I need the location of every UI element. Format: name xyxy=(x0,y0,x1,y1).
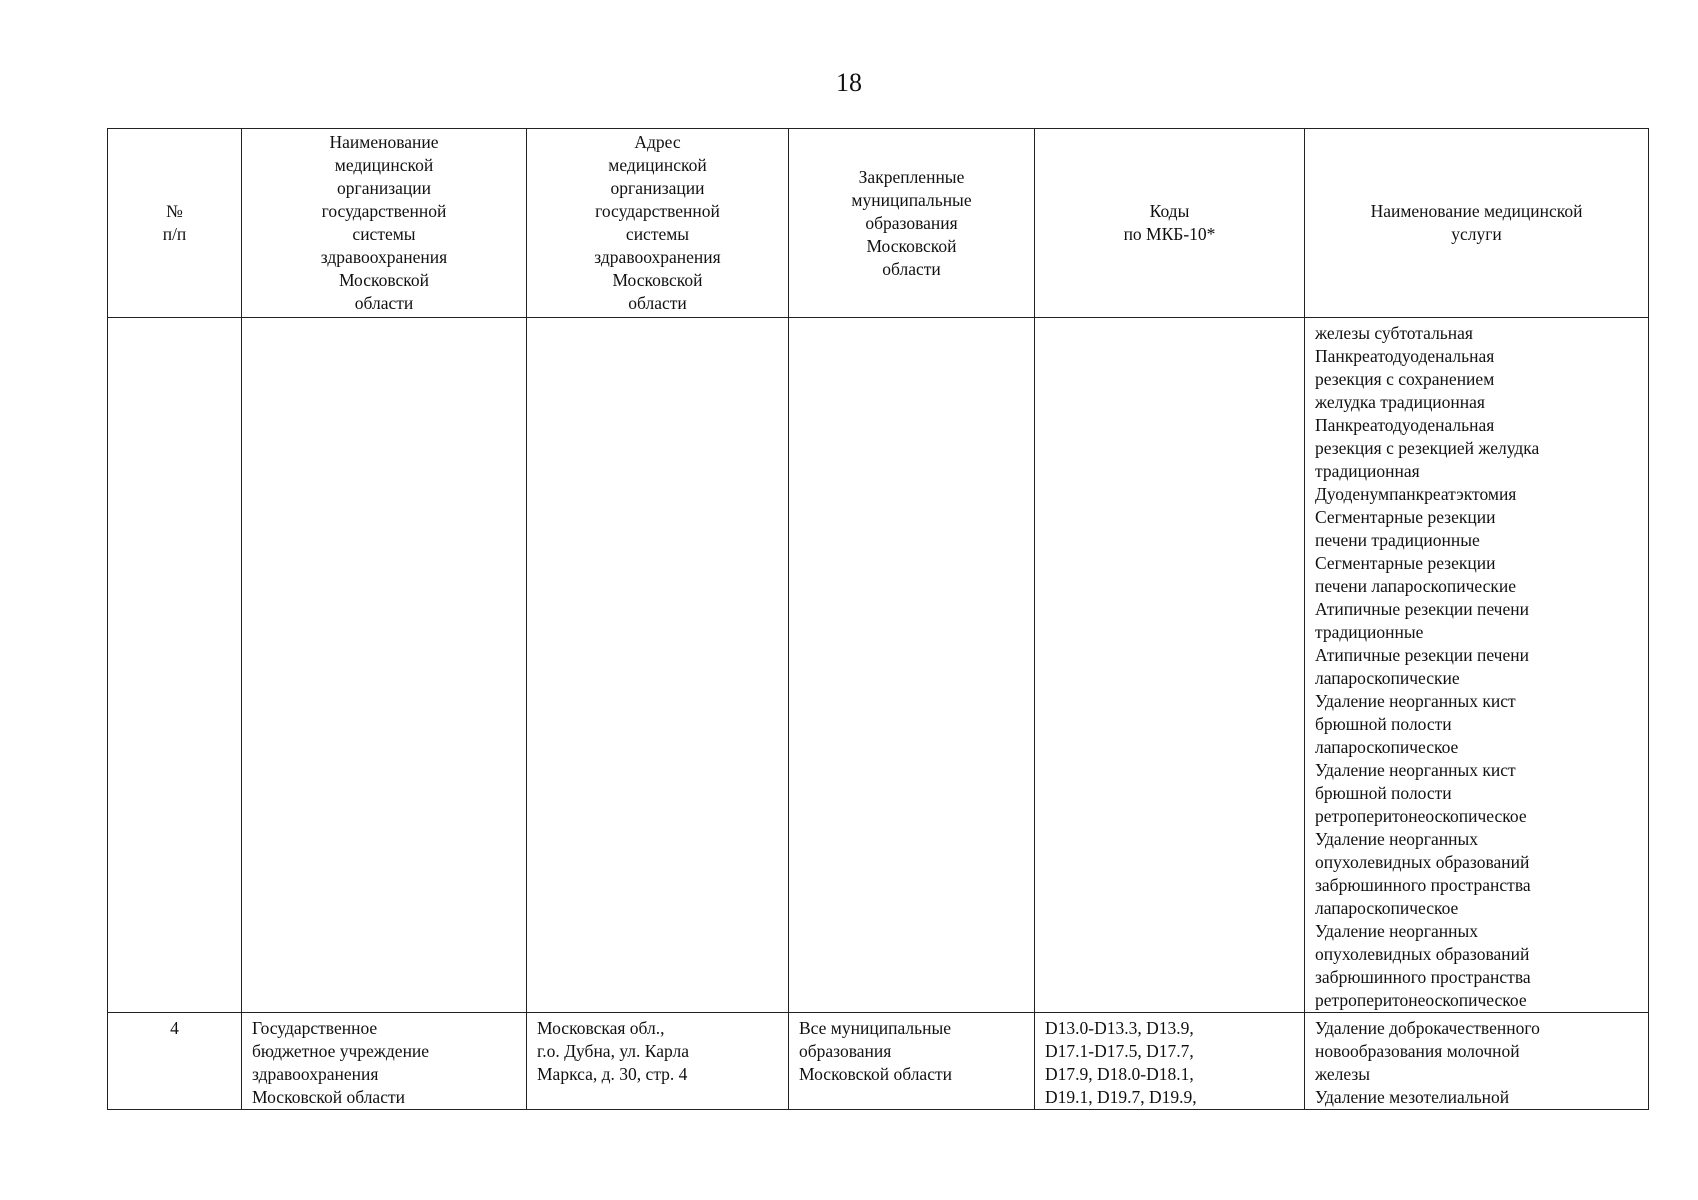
text-line: брюшной полости xyxy=(1315,783,1452,803)
text-line: Маркса, д. 30, стр. 4 xyxy=(537,1064,688,1084)
page-number: 18 xyxy=(836,68,862,97)
header-municipalities xyxy=(789,129,1035,318)
text-line: Московской xyxy=(338,270,430,290)
text-line: D19.1, D19.7, D19.9, xyxy=(1045,1087,1197,1107)
text-line: Московской xyxy=(866,235,957,256)
text-line: системы xyxy=(625,224,690,244)
text-line: по МКБ-10* xyxy=(1123,224,1216,244)
header-organization-address xyxy=(527,129,789,318)
text-line: Удаление доброкачественного xyxy=(1315,1018,1540,1038)
header-row xyxy=(108,129,1649,318)
text-line: забрюшинного пространства xyxy=(1315,875,1531,895)
table-row-4 xyxy=(108,1013,1649,1110)
text-line: области xyxy=(354,293,414,313)
text-line: D17.1-D17.5, D17.7, xyxy=(1045,1041,1194,1061)
text-line: Удаление неорганных кист xyxy=(1315,691,1516,711)
text-line: Удаление мезотелиальной xyxy=(1315,1087,1510,1107)
text-line: Московской области xyxy=(799,1064,952,1084)
text-line: Коды xyxy=(1149,201,1190,221)
text-line: образования xyxy=(865,212,958,233)
text-line: резекция с сохранением xyxy=(1315,369,1495,389)
cell-icd-codes xyxy=(1035,1013,1305,1110)
text-line: D13.0-D13.3, D13.9, xyxy=(1045,1018,1194,1038)
text-line: услуги xyxy=(1451,224,1502,244)
text-line: п/п xyxy=(162,224,187,244)
text-line: лапароскопическое xyxy=(1315,898,1459,918)
cell-municipalities xyxy=(789,1013,1035,1110)
text-line: Адрес xyxy=(634,132,681,152)
text-line: лапароскопические xyxy=(1315,668,1460,688)
text-line: Все муниципальные xyxy=(799,1018,951,1038)
text-line: опухолевидных образований xyxy=(1315,852,1530,872)
text-line: новообразования молочной xyxy=(1315,1041,1520,1061)
text-line: Московской xyxy=(612,270,703,290)
cell-number: 4 xyxy=(108,1013,242,1110)
text-line: здравоохранения xyxy=(252,1064,379,1084)
cell-services xyxy=(1305,1013,1649,1110)
text-line: Наименование медицинской xyxy=(1370,201,1583,221)
text-line: Сегментарные резекции xyxy=(1315,553,1496,573)
text-line: ретроперитонеоскопическое xyxy=(1315,806,1527,826)
text-line: Панкреатодуоденальная xyxy=(1315,415,1495,435)
text-line: здравоохранения xyxy=(320,247,448,267)
text-line: Панкреатодуоденальная xyxy=(1315,346,1495,366)
text-line: железы xyxy=(1315,1064,1371,1084)
text-line: железы субтотальная xyxy=(1315,323,1473,343)
cell-organization-name xyxy=(242,318,527,1013)
cell-number xyxy=(108,318,242,1013)
text-line: Атипичные резекции печени xyxy=(1315,645,1529,665)
text-line: Атипичные резекции печени xyxy=(1315,599,1529,619)
text-line: медицинской xyxy=(334,155,434,175)
cell-municipalities xyxy=(789,318,1035,1013)
text-line: брюшной полости xyxy=(1315,714,1452,734)
text-line: образования xyxy=(799,1041,892,1061)
cell-organization-address xyxy=(527,318,789,1013)
text-line: области xyxy=(628,293,687,313)
cell-organization-address xyxy=(527,1013,789,1110)
cell-services xyxy=(1305,318,1649,1013)
text-line: Московская обл., xyxy=(537,1018,665,1038)
text-line: Удаление неорганных xyxy=(1315,921,1478,941)
text-line: области xyxy=(882,258,941,279)
text-line: опухолевидных образований xyxy=(1315,944,1530,964)
text-line: Сегментарные резекции xyxy=(1315,507,1496,527)
text-line: муниципальные xyxy=(851,189,972,210)
text-line: организации xyxy=(337,178,431,198)
medical-services-table xyxy=(107,128,1649,1110)
text-line: Удаление неорганных кист xyxy=(1315,760,1516,780)
text-line: системы xyxy=(352,224,416,244)
table-row-continuation xyxy=(108,318,1649,1013)
text-line: Московской области xyxy=(252,1087,405,1107)
text-line: государственной xyxy=(595,201,720,221)
text-line: резекция с резекцией желудка xyxy=(1315,438,1540,458)
text-line: государственной xyxy=(321,201,447,221)
text-line: Закрепленные xyxy=(858,166,965,187)
header-organization-name xyxy=(242,129,527,318)
text-line: ретроперитонеоскопическое xyxy=(1315,990,1527,1010)
text-line: г.о. Дубна, ул. Карла xyxy=(537,1041,690,1061)
header-number xyxy=(108,129,242,318)
text-line: печени традиционные xyxy=(1315,530,1480,550)
text-line: организации xyxy=(610,178,705,198)
header-icd-codes xyxy=(1035,129,1305,318)
text-line: № xyxy=(166,201,183,221)
text-line: традиционная xyxy=(1315,461,1420,481)
text-line: D17.9, D18.0-D18.1, xyxy=(1045,1064,1194,1084)
text-line: Государственное xyxy=(252,1018,378,1038)
text-line: здравоохранения xyxy=(594,247,721,267)
header-service-name xyxy=(1305,129,1649,318)
text-line: печени лапароскопические xyxy=(1315,576,1516,596)
text-line: медицинской xyxy=(608,155,707,175)
text-line: забрюшинного пространства xyxy=(1315,967,1531,987)
text-line: Наименование xyxy=(329,132,439,152)
cell-icd-codes xyxy=(1035,318,1305,1013)
text-line: Дуоденумпанкреатэктомия xyxy=(1315,484,1517,504)
text-line: традиционные xyxy=(1315,622,1424,642)
text-line: бюджетное учреждение xyxy=(252,1041,430,1061)
text-line: Удаление неорганных xyxy=(1315,829,1478,849)
text-line: лапароскопическое xyxy=(1315,737,1459,757)
text-line: желудка традиционная xyxy=(1315,392,1485,412)
cell-organization-name xyxy=(242,1013,527,1110)
